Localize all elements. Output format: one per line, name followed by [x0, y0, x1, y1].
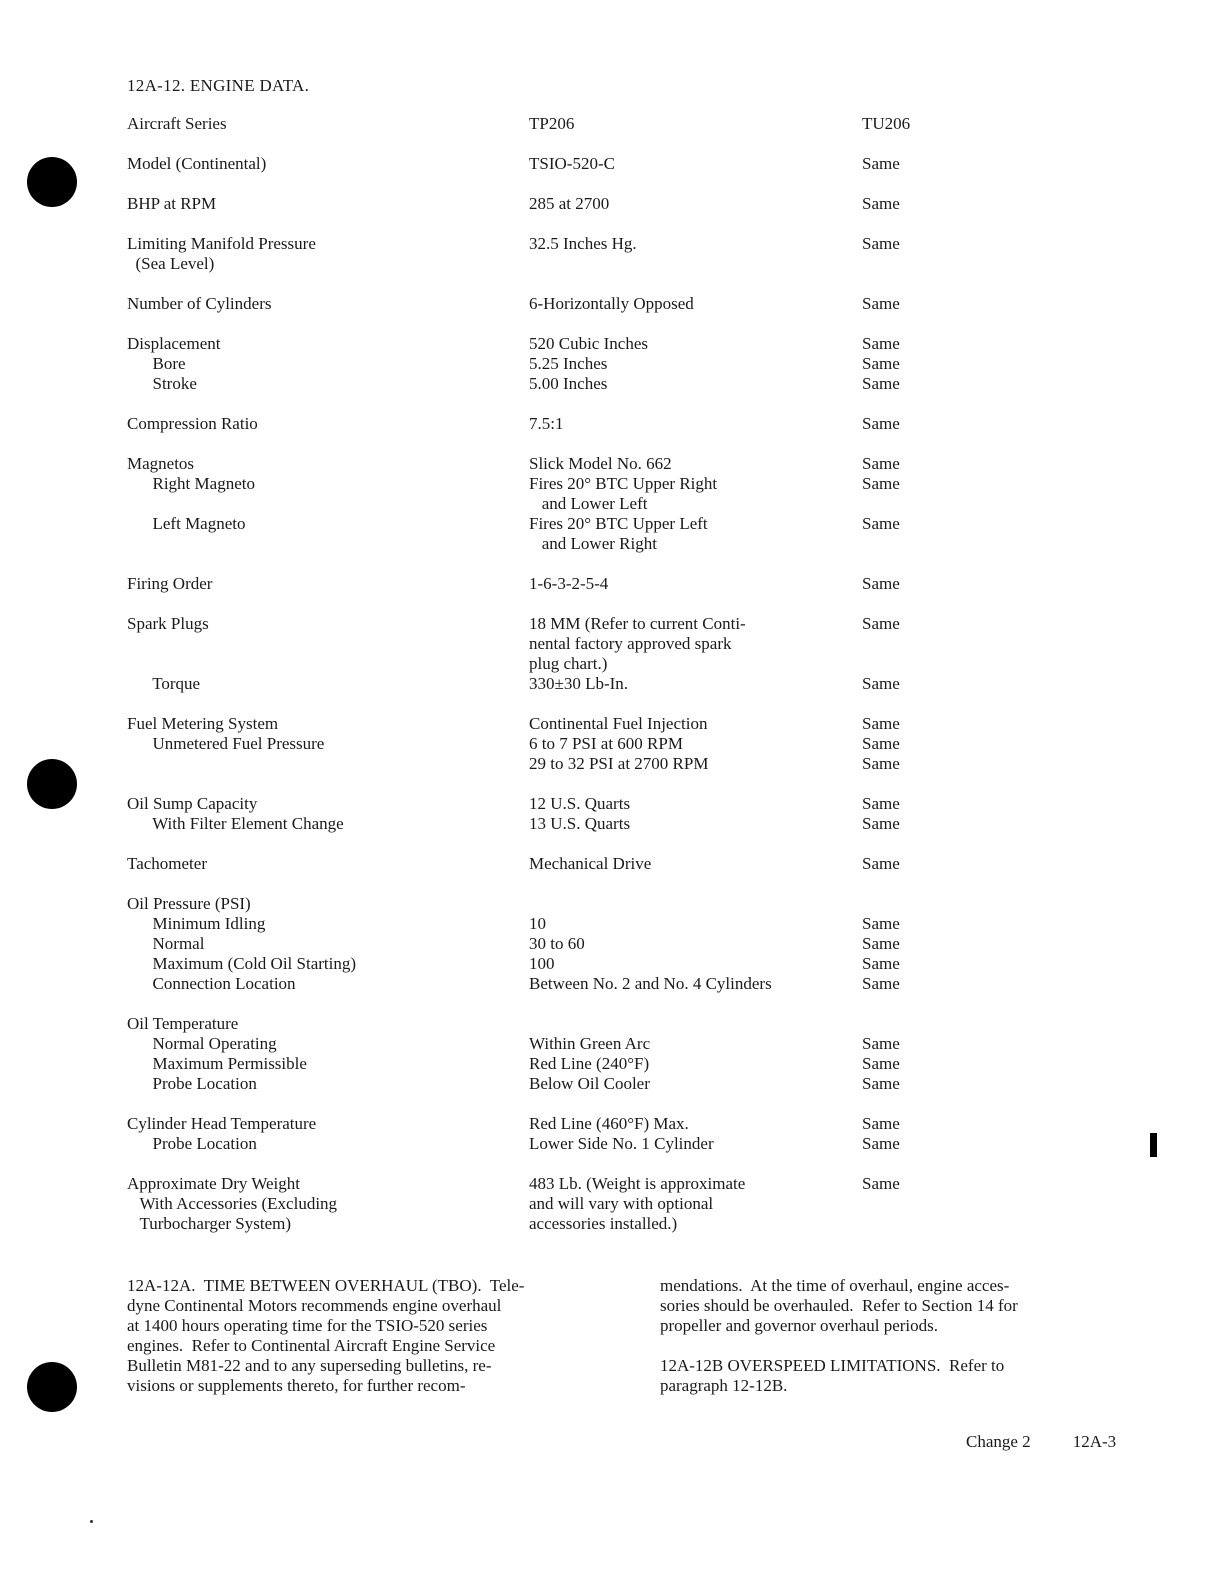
table-row — [127, 154, 1087, 174]
row-tu206-value-line: Same — [862, 414, 900, 433]
row-label-line: Displacement — [127, 334, 221, 353]
paragraph-line: sories should be overhauled. Refer to Section 14 for — [659, 1296, 1018, 1315]
row-label — [127, 194, 529, 214]
table-row — [127, 1174, 1087, 1234]
table-row — [127, 414, 1087, 434]
paragraph-line: visions or supplements thereto, for further recom- — [127, 1376, 466, 1395]
row-value-line: Fires 20° BTC Upper Right — [529, 474, 718, 493]
row-label-line: BHP at RPM — [127, 194, 217, 213]
row-tu206-value-line: Same — [862, 794, 900, 813]
row-value — [529, 1114, 862, 1154]
row-label-line: Magnetos — [127, 454, 195, 473]
row-value-line: and will vary with optional — [529, 1194, 714, 1213]
table-row — [127, 714, 1087, 774]
row-label-line: Firing Order — [127, 574, 213, 593]
paragraph-line: at 1400 hours operating time for the TSIO-520 series — [127, 1316, 488, 1335]
row-tu206-value-line: Same — [862, 1054, 900, 1073]
row-value-line: 5.25 Inches — [529, 354, 608, 373]
tbo-paragraph — [127, 1276, 624, 1396]
row-tu206-value-line — [862, 634, 1062, 654]
row-label-line: Spark Plugs — [127, 614, 209, 633]
row-tu206-value — [862, 854, 1062, 874]
row-tu206-value — [862, 1014, 1062, 1094]
row-tu206-value-line: Same — [862, 1074, 900, 1093]
row-label-line: Minimum Idling — [127, 914, 266, 933]
row-label — [127, 414, 529, 434]
row-value-line — [529, 1014, 862, 1034]
row-label-line: Limiting Manifold Pressure — [127, 234, 316, 253]
row-value — [529, 854, 862, 874]
paragraph-line: dyne Continental Motors recommends engine overhaul — [127, 1296, 502, 1315]
row-label-line: Oil Sump Capacity — [127, 794, 258, 813]
row-tu206-value-line: Same — [862, 234, 900, 253]
row-label-line: Left Magneto — [127, 514, 246, 533]
row-tu206-value — [862, 714, 1062, 774]
row-tu206-value — [862, 1174, 1062, 1234]
row-tu206-value — [862, 294, 1062, 314]
row-tu206-value-line: Same — [862, 974, 900, 993]
row-label-line: Tachometer — [127, 854, 207, 873]
paragraph-line: 12A-12A. TIME BETWEEN OVERHAUL (TBO). Tele- — [127, 1276, 525, 1295]
row-value-line: 520 Cubic Inches — [529, 334, 648, 353]
row-value-line: 29 to 32 PSI at 2700 RPM — [529, 754, 709, 773]
row-tu206-value-line — [862, 654, 1062, 674]
table-row — [127, 194, 1087, 214]
page-footer — [966, 1432, 1116, 1452]
row-label-line: Probe Location — [127, 1134, 257, 1153]
row-value-line: Continental Fuel Injection — [529, 714, 708, 733]
row-value-line: 10 — [529, 914, 546, 933]
paragraph-line: Bulletin M81-22 and to any superseding bulletins, re- — [127, 1356, 492, 1375]
row-value-line: Below Oil Cooler — [529, 1074, 650, 1093]
row-value-line: Mechanical Drive — [529, 854, 652, 873]
row-label — [127, 1014, 529, 1094]
row-label-line: Right Magneto — [127, 474, 255, 493]
overspeed-paragraph — [660, 1356, 1147, 1396]
row-label-line: Approximate Dry Weight — [127, 1174, 301, 1193]
row-tu206-value-line: Same — [862, 754, 900, 773]
row-tu206-value — [862, 1114, 1062, 1154]
table-row — [127, 1114, 1087, 1154]
tbo-left-column — [127, 1276, 624, 1416]
row-label — [127, 294, 529, 314]
row-tu206-value-line: Same — [862, 954, 900, 973]
row-tu206-value-line — [862, 1014, 1062, 1034]
row-tu206-value-line — [862, 494, 1062, 514]
row-tu206-value-line: Same — [862, 454, 900, 473]
header-aircraft-series: Aircraft Series — [127, 114, 227, 133]
row-label — [127, 574, 529, 594]
table-row — [127, 614, 1087, 694]
paragraph-line: mendations. At the time of overhaul, engine acces- — [659, 1276, 1010, 1295]
row-value-line: 7.5:1 — [529, 414, 564, 433]
row-tu206-value — [862, 334, 1062, 394]
row-value-line: 13 U.S. Quarts — [529, 814, 631, 833]
row-label-line: Model (Continental) — [127, 154, 267, 173]
row-tu206-value — [862, 614, 1062, 694]
row-value-line: TSIO-520-C — [529, 154, 615, 173]
row-value-line: 285 at 2700 — [529, 194, 610, 213]
row-value — [529, 194, 862, 214]
row-label — [127, 714, 529, 774]
row-label-line — [127, 494, 529, 514]
row-label — [127, 794, 529, 834]
row-label-line: Maximum Permissible — [127, 1054, 307, 1073]
row-label-line: Torque — [127, 674, 201, 693]
paragraph-line: 12A-12B OVERSPEED LIMITATIONS. Refer to — [659, 1356, 1005, 1375]
table-row — [127, 1014, 1087, 1094]
row-label-line: Bore — [127, 354, 186, 373]
row-value — [529, 714, 862, 774]
row-tu206-value-line: Same — [862, 714, 900, 733]
change-number: Change 2 — [966, 1432, 1031, 1451]
row-label-line: Fuel Metering System — [127, 714, 279, 733]
row-label-line: Number of Cylinders — [127, 294, 272, 313]
row-tu206-value-line — [862, 894, 1062, 914]
row-value — [529, 154, 862, 174]
row-label-line: Compression Ratio — [127, 414, 258, 433]
row-value-line: 1-6-3-2-5-4 — [529, 574, 609, 593]
row-label-line: With Filter Element Change — [127, 814, 344, 833]
row-value-line: 6-Horizontally Opposed — [529, 294, 694, 313]
row-label — [127, 454, 529, 554]
row-label-line: Oil Temperature — [127, 1014, 239, 1033]
row-value-line: Slick Model No. 662 — [529, 454, 672, 473]
row-value-line: Red Line (240°F) — [529, 1054, 650, 1073]
table-row — [127, 454, 1087, 554]
row-value — [529, 614, 862, 694]
row-tu206-value-line: Same — [862, 734, 900, 753]
row-value-line: plug chart.) — [529, 654, 608, 673]
row-tu206-value-line: Same — [862, 914, 900, 933]
row-label — [127, 1114, 529, 1154]
row-tu206-value-line: Same — [862, 934, 900, 953]
row-value-line: Red Line (460°F) Max. — [529, 1114, 689, 1133]
row-tu206-value-line: Same — [862, 1034, 900, 1053]
row-value-line: 32.5 Inches Hg. — [529, 234, 637, 253]
table-header-row — [127, 114, 1087, 134]
row-tu206-value — [862, 194, 1062, 214]
row-value-line: Between No. 2 and No. 4 Cylinders — [529, 974, 772, 993]
row-tu206-value-line: Same — [862, 194, 900, 213]
row-label — [127, 154, 529, 174]
row-value-line: 5.00 Inches — [529, 374, 608, 393]
row-tu206-value-line: Same — [862, 474, 900, 493]
row-value — [529, 414, 862, 434]
row-tu206-value — [862, 234, 1062, 274]
row-label-line: Maximum (Cold Oil Starting) — [127, 954, 357, 973]
row-value-line — [529, 894, 862, 914]
row-label-line — [127, 634, 529, 654]
row-label-line: Probe Location — [127, 1074, 257, 1093]
page-number: 12A-3 — [1072, 1432, 1117, 1451]
row-value — [529, 1174, 862, 1234]
row-value — [529, 1014, 862, 1094]
row-value — [529, 334, 862, 394]
row-value-line: 330±30 Lb-In. — [529, 674, 629, 693]
paragraph-line: paragraph 12-12B. — [659, 1376, 788, 1395]
row-value-line: Fires 20° BTC Upper Left — [529, 514, 708, 533]
binder-hole-bottom — [27, 1362, 77, 1412]
row-label-line: Unmetered Fuel Pressure — [127, 734, 325, 753]
table-row — [127, 294, 1087, 314]
row-value-line: nental factory approved spark — [529, 634, 732, 653]
section-title: 12A-12. ENGINE DATA. — [127, 76, 310, 95]
row-tu206-value-line: Same — [862, 1114, 900, 1133]
row-label-line: Stroke — [127, 374, 197, 393]
row-value-line: 12 U.S. Quarts — [529, 794, 631, 813]
row-tu206-value-line: Same — [862, 854, 900, 873]
tbo-paragraph-continued — [660, 1276, 1147, 1336]
table-row — [127, 574, 1087, 594]
row-label-line: With Accessories (Excluding — [127, 1194, 338, 1213]
row-value-line: 100 — [529, 954, 555, 973]
row-value-line: accessories installed.) — [529, 1214, 678, 1233]
header-tp206: TP206 — [529, 114, 575, 133]
row-value — [529, 894, 862, 994]
row-label-line: Normal Operating — [127, 1034, 277, 1053]
row-tu206-value — [862, 414, 1062, 434]
row-tu206-value-line: Same — [862, 574, 900, 593]
row-tu206-value-line: Same — [862, 514, 900, 533]
header-tu206: TU206 — [862, 114, 911, 133]
row-value — [529, 574, 862, 594]
row-tu206-value — [862, 894, 1062, 994]
row-label-line: Connection Location — [127, 974, 296, 993]
table-row — [127, 854, 1087, 874]
row-value-line: 30 to 60 — [529, 934, 585, 953]
row-tu206-value-line: Same — [862, 154, 900, 173]
paragraph-line: propeller and governor overhaul periods. — [659, 1316, 939, 1335]
row-value-line: 6 to 7 PSI at 600 RPM — [529, 734, 683, 753]
row-value-line: and Lower Left — [529, 494, 648, 513]
row-tu206-value-line: Same — [862, 674, 900, 693]
row-label-line: Normal — [127, 934, 205, 953]
row-label — [127, 1174, 529, 1234]
row-tu206-value-line: Same — [862, 1134, 900, 1153]
row-tu206-value — [862, 794, 1062, 834]
row-tu206-value-line: Same — [862, 1174, 900, 1193]
table-row — [127, 794, 1087, 834]
row-tu206-value-line: Same — [862, 354, 900, 373]
row-label — [127, 894, 529, 994]
row-label-line: Oil Pressure (PSI) — [127, 894, 251, 913]
row-value-line: Lower Side No. 1 Cylinder — [529, 1134, 714, 1153]
speck — [90, 1520, 93, 1523]
row-value-line: and Lower Right — [529, 534, 657, 553]
tbo-right-column — [660, 1276, 1147, 1416]
row-tu206-value-line: Same — [862, 374, 900, 393]
row-label-line: Cylinder Head Temperature — [127, 1114, 317, 1133]
binder-hole-middle — [27, 759, 77, 809]
row-tu206-value — [862, 574, 1062, 594]
row-label-line: Turbocharger System) — [127, 1214, 292, 1233]
row-value — [529, 794, 862, 834]
row-label-line: (Sea Level) — [127, 254, 215, 273]
row-tu206-value — [862, 454, 1062, 554]
binder-hole-top — [27, 157, 77, 207]
row-tu206-value-line: Same — [862, 814, 900, 833]
table-row — [127, 894, 1087, 994]
row-label — [127, 614, 529, 694]
change-bar — [1150, 1133, 1157, 1157]
row-label-line — [127, 654, 529, 674]
row-value-line: 483 Lb. (Weight is approximate — [529, 1174, 746, 1193]
row-value — [529, 234, 862, 274]
row-value — [529, 454, 862, 554]
table-row — [127, 234, 1087, 274]
row-label — [127, 334, 529, 394]
row-tu206-value-line: Same — [862, 614, 900, 633]
row-tu206-value-line: Same — [862, 334, 900, 353]
row-value — [529, 294, 862, 314]
tbo-section — [127, 1276, 1147, 1416]
row-tu206-value — [862, 154, 1062, 174]
paragraph-line: engines. Refer to Continental Aircraft Engine Service — [127, 1336, 496, 1355]
row-label — [127, 234, 529, 274]
row-value-line: 18 MM (Refer to current Conti- — [529, 614, 746, 633]
row-label — [127, 854, 529, 874]
row-value-line: Within Green Arc — [529, 1034, 651, 1053]
row-tu206-value-line: Same — [862, 294, 900, 313]
table-row — [127, 334, 1087, 394]
engine-data-table — [127, 114, 1087, 1254]
